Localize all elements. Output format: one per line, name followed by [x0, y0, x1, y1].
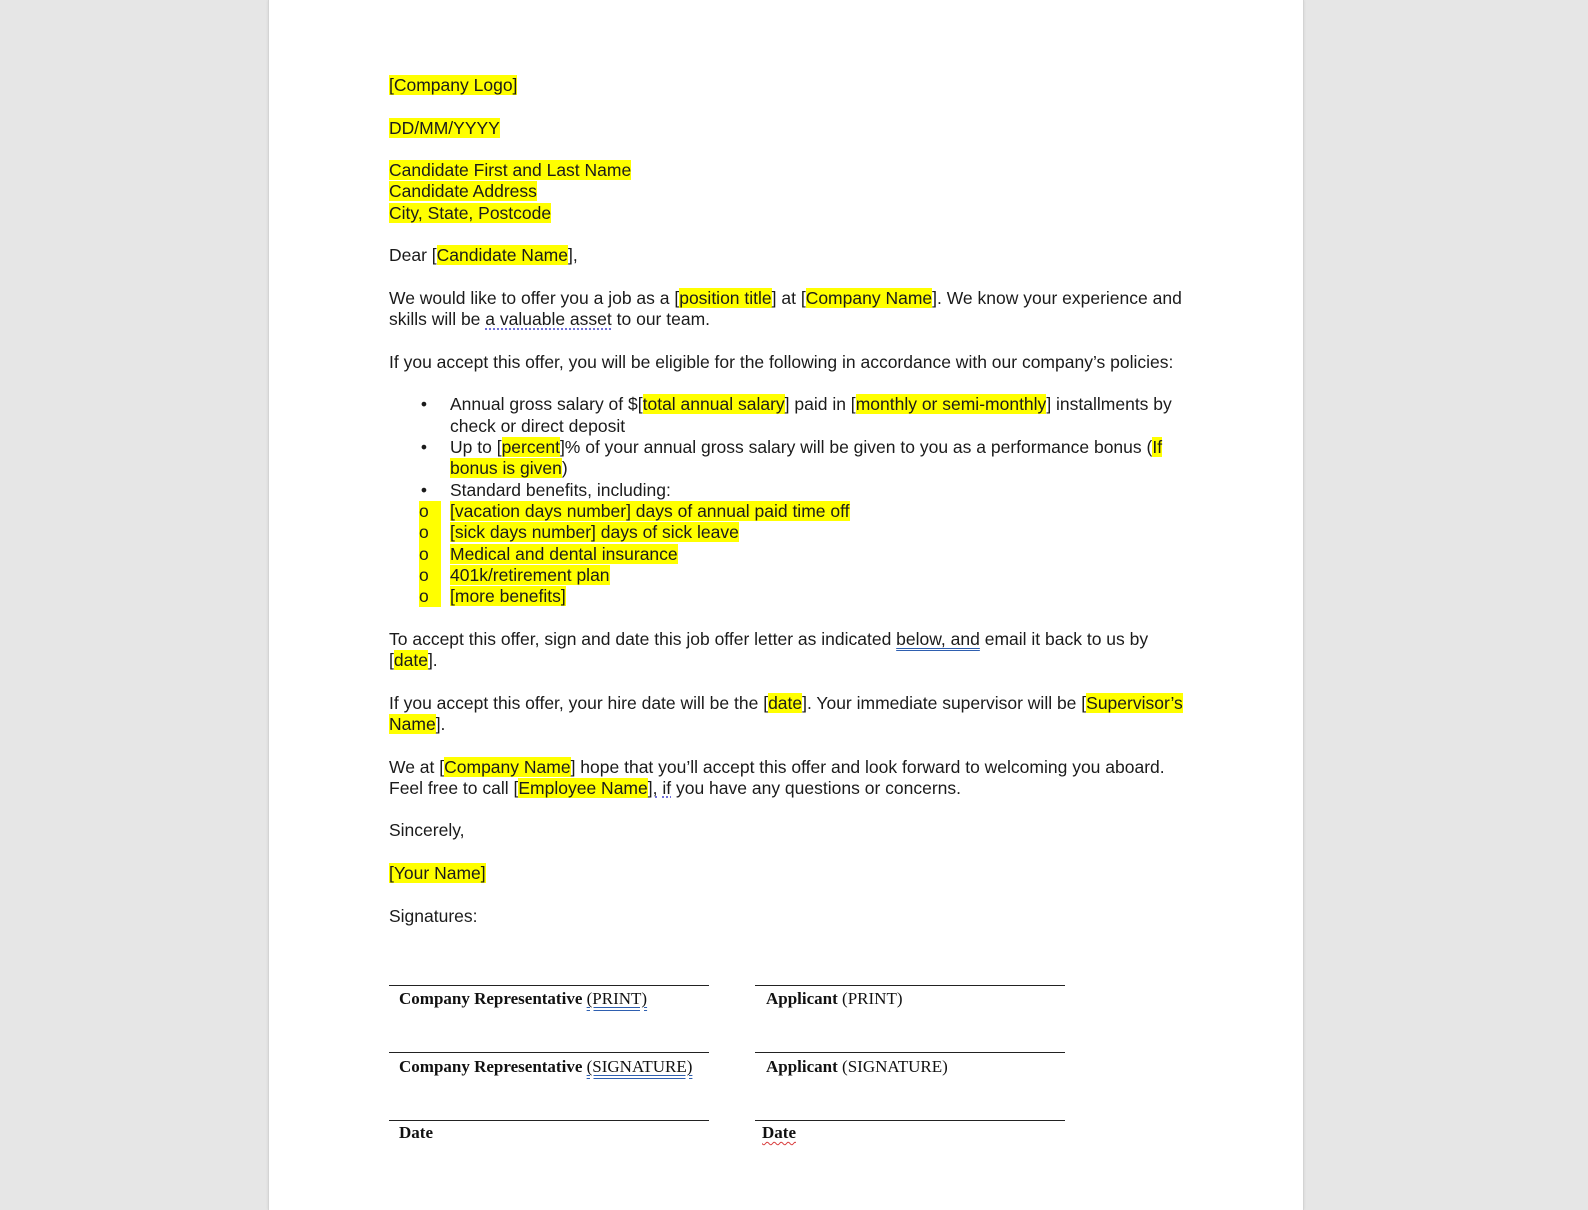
salutation: [389, 245, 1189, 266]
rep-signature-label: [399, 1057, 692, 1077]
signature-line: [389, 1120, 709, 1121]
applicant-signature-label: [766, 1057, 948, 1077]
salary-text-1: Annual gross salary of $[: [450, 394, 643, 415]
more-benefits-item: [more benefits]: [450, 586, 566, 607]
hire-text-3: ].: [435, 713, 446, 734]
bonus-text-1: Up to [: [450, 437, 502, 458]
bonus-text-2: ]% of your annual gross salary will be given to you as a performance bonus (: [559, 437, 1153, 458]
signature-line: [389, 985, 709, 986]
circle-bullet-icon: o: [419, 565, 441, 586]
percent-placeholder: percent: [501, 437, 560, 458]
welcome-text-1: We at [: [389, 756, 445, 777]
circle-bullet-icon: o: [419, 544, 441, 565]
offer-text-3: ]. We know your experience and skills will be: [389, 287, 1182, 330]
list-item-bonus: [389, 437, 1189, 480]
benefits-sublist: [389, 501, 1189, 607]
signature-line: [755, 1052, 1065, 1053]
accept-date-placeholder: date: [393, 650, 428, 671]
company-name-placeholder: Company Name: [805, 287, 933, 308]
offer-paragraph: [389, 288, 1189, 331]
grammar-flag-asset[interactable]: a valuable asset: [485, 309, 612, 330]
grammar-flag-below[interactable]: below, and: [896, 628, 980, 649]
signature-table: [389, 989, 1089, 1165]
retirement-item: 401k/retirement plan: [450, 564, 610, 585]
letter-body[interactable]: [389, 75, 1189, 948]
salutation-prefix: Dear [: [389, 245, 437, 266]
circle-bullet-icon: o: [419, 522, 441, 543]
your-name-placeholder: [Your Name]: [389, 862, 486, 883]
signatures-label: Signatures:: [389, 905, 478, 926]
salary-text-2: ] paid in [: [784, 394, 856, 415]
welcome-text-2: ] hope that you’ll accept this offer and look forward to welcoming you aboard. Feel free to call [: [389, 756, 1165, 798]
welcome-text-5: you have any questions or concerns.: [671, 777, 962, 798]
accept-text-1: To accept this offer, sign and date this job offer letter as indicated: [389, 628, 897, 649]
sub-list-item: [389, 501, 1189, 522]
applicant-sig-paren: (SIGNATURE): [842, 1057, 948, 1076]
offer-text-4: to our team.: [611, 309, 711, 330]
list-item-salary: [389, 394, 1189, 437]
benefits-label: Standard benefits, including:: [450, 479, 671, 500]
circle-bullet-icon: o: [419, 501, 441, 522]
bullet-icon: •: [420, 394, 428, 415]
circle-bullet-icon: o: [419, 586, 441, 607]
welcome-company-placeholder: Company Name: [444, 756, 571, 777]
pay-frequency-placeholder: monthly or semi-monthly: [855, 394, 1047, 415]
applicant-print-paren: (PRINT): [842, 989, 903, 1008]
insurance-item: Medical and dental insurance: [450, 543, 678, 564]
sick-days-item: [sick days number] days of sick leave: [450, 522, 739, 543]
hire-date-placeholder: date: [768, 692, 803, 713]
rep-print-bold: Company Representative: [399, 989, 583, 1008]
grammar-flag-if[interactable]: if: [662, 777, 672, 798]
sub-list-item: [389, 586, 1189, 607]
rep-sig-paren[interactable]: (SIGNATURE): [586, 1057, 693, 1076]
document-page[interactable]: [268, 0, 1304, 1210]
date-right-bold[interactable]: Date: [762, 1123, 796, 1142]
candidate-name-line: Candidate First and Last Name: [389, 160, 632, 181]
date-left-label: [399, 1123, 433, 1143]
applicant-print-label: [766, 989, 903, 1009]
company-logo-text: [Company Logo]: [389, 75, 518, 95]
position-title-placeholder: position title: [679, 287, 772, 308]
candidate-address-block: [389, 160, 1189, 224]
hire-text-2: ]. Your immediate supervisor will be [: [802, 692, 1087, 713]
candidate-address-line: Candidate Address: [389, 181, 537, 202]
signature-line: [389, 1052, 709, 1053]
letter-date: [389, 118, 1189, 139]
hire-paragraph: [389, 693, 1189, 736]
salary-text-3: ] installments by check or direct deposit: [450, 394, 1172, 436]
eligibility-paragraph: If you accept this offer, you will be eligible for the following in accordance with our company’s policies:: [389, 351, 1174, 372]
your-name-block: [389, 863, 1189, 884]
accept-text-3: ].: [427, 650, 438, 671]
benefits-list: [389, 394, 1189, 607]
date-right-label: [762, 1123, 796, 1143]
rep-sig-bold: Company Representative: [399, 1057, 583, 1076]
bullet-icon: •: [420, 437, 428, 458]
list-item-benefits: [389, 480, 1189, 608]
bullet-icon: •: [420, 479, 428, 500]
candidate-city-line: City, State, Postcode: [389, 202, 552, 223]
supervisor-name-placeholder: Supervisor’s Name: [389, 692, 1183, 734]
date-left-bold: Date: [399, 1123, 433, 1142]
offer-text-2: ] at [: [771, 287, 806, 308]
accept-text-2: email it back to us by [: [389, 628, 1149, 671]
rep-print-label: [399, 989, 647, 1009]
salary-amount-placeholder: total annual salary: [642, 394, 785, 415]
welcome-paragraph: [389, 757, 1189, 800]
closing: Sincerely,: [389, 820, 465, 841]
sub-list-item: [389, 544, 1189, 565]
employee-name-placeholder: Employee Name: [518, 777, 648, 798]
bonus-condition-placeholder: If bonus is given: [450, 437, 1163, 479]
sub-list-item: [389, 522, 1189, 543]
offer-text-1: We would like to offer you a job as a [: [389, 287, 680, 308]
sub-list-item: [389, 565, 1189, 586]
applicant-sig-bold: Applicant: [766, 1057, 838, 1076]
bonus-text-3: ): [561, 458, 568, 479]
accept-paragraph: [389, 629, 1189, 672]
grammar-flag-comma[interactable]: ],: [647, 777, 658, 798]
applicant-print-bold: Applicant: [766, 989, 838, 1008]
signature-line: [755, 1120, 1065, 1121]
hire-text-1: If you accept this offer, your hire date will be the [: [389, 692, 769, 713]
salutation-suffix: ],: [567, 245, 578, 266]
date-placeholder: DD/MM/YYYY: [389, 117, 500, 138]
vacation-days-item: [vacation days number] days of annual paid time off: [450, 500, 850, 521]
company-logo-placeholder: [389, 75, 1189, 96]
rep-print-paren[interactable]: (PRINT): [586, 989, 648, 1008]
salutation-name: Candidate Name: [436, 245, 568, 266]
signature-line: [755, 985, 1065, 986]
